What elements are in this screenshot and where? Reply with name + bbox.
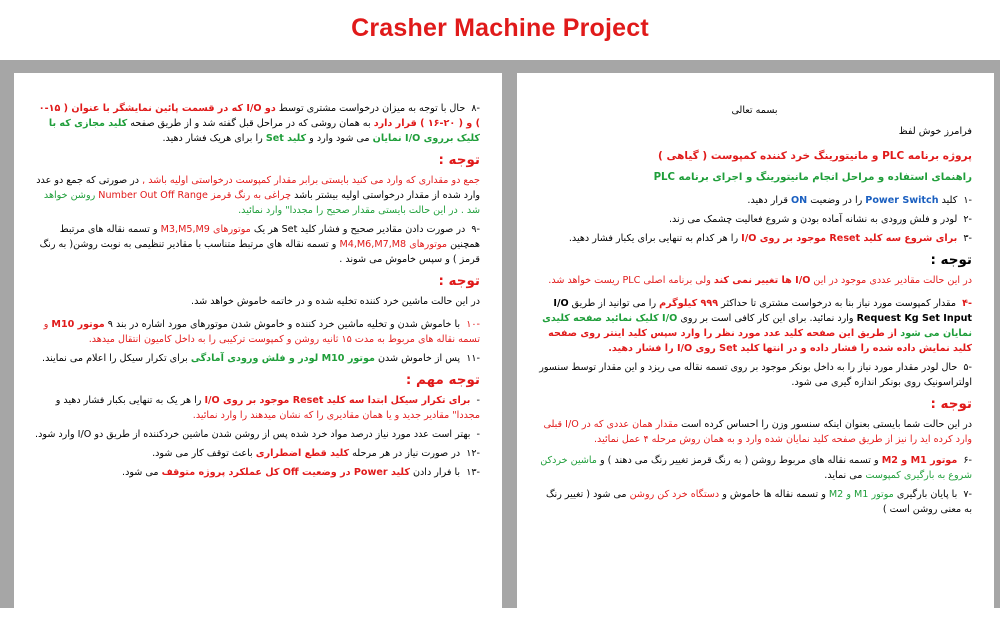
step-13: -۱۳ با فرار دادن کلید Power در وضعیت Off کل عملکرد پروژه متوقف می شود.: [122, 467, 480, 478]
note-text: جمع دو مقداری که وارد می کنید بایستی برابر مقدار کمپوست درخواستی اولیه باشد , در صورتی که جمع دو عدد وارد شده از مقدار درخواستی اولیه بیشتر باشد چراغی به رنگ قرمز Number Out Off Range روشن خواهد شد . در این حالت بایستی مقدار صحیح را مجددا" وارد نمائید.: [36, 175, 480, 216]
step-2: -۲ لودر و فلش ورودی به نشانه آماده بودن و شروع فعالیت چشمک می زند.: [668, 214, 972, 225]
step-1: -۱ کلید Power Switch را در وضعیت ON قرار دهید.: [747, 195, 972, 206]
important-note-2: - بهتر است عدد مورد نیاز درصد مواد خرد شده پس از روشن شدن ماشین خردکننده از طریق دو I/O وارد شود.: [35, 429, 480, 440]
note-text: در این حالت شما بایستی بعنوان اینکه سنسور وزن را احساس کرده است مقدار همان عددی که در I/O قبلی وارد کرده اید را نیز از طریق صفحه کلید نمایان شده وارد و به همان روش مرحله ۴ عمل نمائید.: [543, 419, 972, 445]
note-text: در این حالت ماشین خرد کننده تخلیه شده و در خاتمه خاموش خواهد شد.: [191, 296, 480, 307]
step-5: -۵ حال لودر مقدار مورد نیاز را به داخل بونکر موجود بر روی تسمه نقاله می ریزد و این مقدار توسط سنسور اولتراسونیک روی بونکر اندازه گیری می شود.: [539, 362, 972, 388]
step-3: -۳ برای شروع سه کلید Reset موجود بر روی I/O را هر کدام به تنهایی برای یکبار فشار دهید.: [568, 233, 972, 244]
step-10: -۱۰ با خاموش شدن و تخلیه ماشین خرد کننده و خاموش شدن موتورهای مورد اشاره در بند ۹ موتور M10 و تسمه نقاله های مربوط به مدت ۱۵ ثانیه روشن و کمپوست ترکیبی را به داخل کامیون انتقال میدهد.: [43, 319, 480, 345]
note-heading: توجه :: [438, 273, 480, 289]
step-6: -۶ موتور M1 و M2 و تسمه نقاله های مربوط روشن ( به رنگ قرمز تغییر رنگ می دهند ) و ماشین خردکن شروع به بارگیری کمپوست می نماید.: [540, 455, 972, 481]
important-note-heading: توجه مهم :: [405, 372, 480, 388]
step-8: -۸ حال با توجه به میزان درخواست مشتری توسط دو I/O که در قسمت پائین نمایشگر با عنوان ( ۱۵-۰ ) و ( ۲۰-۱۶ ) قرار دارد به همان روشی که در مراحل قبل گفته شد و از طریق صفحه کلید مجازی که با کلیک برروی I/O نمایان می شود وارد و کلید Set را برای هریک فشار دهید.: [38, 103, 480, 144]
document-page-2: [14, 73, 502, 633]
step-4: -۴ مقدار کمپوست مورد نیاز بنا به درخواست مشتری تا حداکثر ۹۹۹ کیلوگرم را می توانید از طریق I/O Request Kg Set Input وارد نمائید. برای این کار کافی است بر روی I/O کلیک نمائید صفحه کلیدی نمایان می شود از طریق این صفحه کلید عدد مورد نظر را وارد سپس کلید اینتر روی صفحه کلید نمایش داده شده را فشار داده و در انتها کلید Set روی I/O را فشار دهید.: [542, 298, 972, 354]
step-9: -۹ در صورت دادن مقادیر صحیح و فشار کلید Set هر یک موتورهای M3,M5,M9 و تسمه نقاله های مرتبط همچنین موتورهای M4,M6,M7,M8 و تسمه نقاله های مرتبط متناسب با مقادیر تنظیمی به نوبت روشن( به رنگ قرمز ) و سپس خاموش می شوند .: [39, 224, 480, 265]
basmala: بسمه تعالی: [731, 105, 778, 116]
note-heading: توجه :: [930, 252, 972, 268]
step-11: -۱۱ پس از خاموش شدن موتور M10 لودر و فلش ورودی آمادگی برای تکرار سیکل را اعلام می نمایند.: [42, 353, 480, 364]
step-12: -۱۲ در صورت نیاز در هر مرحله کلید قطع اضطراری باعث توقف کار می شود.: [152, 448, 480, 459]
note-heading: توجه :: [930, 396, 972, 412]
step-7: -۷ با پایان بارگیری موتور M1 و M2 و تسمه نقاله ها خاموش و دستگاه خرد کن روشن می شود ( تغییر رنگ به معنی روشن است ): [545, 489, 972, 515]
guide-heading: راهنمای استفاده و مراحل انجام مانیتورینگ و اجرای برنامه PLC: [653, 172, 972, 183]
project-heading: پروژه برنامه PLC و مانیتورینگ خرد کننده کمپوست ( گیاهی ): [658, 150, 972, 162]
note-text: در این حالت مقادیر عددی موجود در این I/O ها تغییر نمی کند ولی برنامه اصلی PLC ریست خواهد شد.: [548, 275, 972, 286]
page-title: Crasher Machine Project: [351, 14, 649, 42]
important-note-1: - برای تکرار سیکل ابتدا سه کلید Reset موجود بر روی I/O را هر یک به تنهایی بکبار فشار دهید و مجددا" مقادیر جدید و یا همان مقادیری را که نشان میدهند را وارد نمائید.: [55, 395, 480, 421]
note-heading: توجه :: [438, 152, 480, 168]
document-page-1: [517, 73, 994, 633]
author-name: فرامرز خوش لفظ: [898, 126, 972, 137]
